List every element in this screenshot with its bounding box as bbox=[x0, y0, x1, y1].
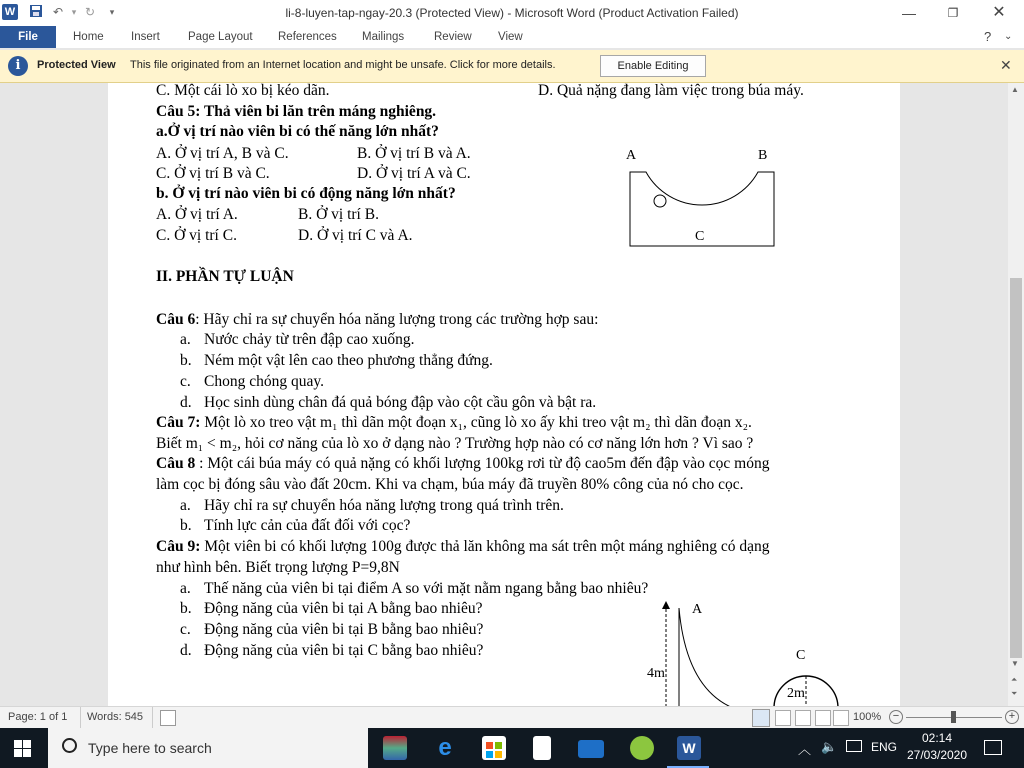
option-text: C. Một cái lò xo bị kéo dãn. bbox=[156, 83, 330, 99]
proofing-icon[interactable] bbox=[160, 710, 176, 726]
height-label: 2m bbox=[787, 686, 805, 701]
question-5a-title: a.Ở vị trí nào viên bi có thế năng lớn nhất? bbox=[156, 123, 439, 140]
undo-icon[interactable]: ↶ bbox=[52, 5, 64, 19]
page-count[interactable]: Page: 1 of 1 bbox=[8, 711, 68, 723]
ribbon-collapse-icon[interactable]: ⌄ bbox=[1004, 31, 1013, 42]
undo-dropdown-icon[interactable]: ▾ bbox=[71, 7, 77, 17]
redo-icon[interactable]: ↻ bbox=[84, 5, 96, 19]
list-item: Ném một vật lên cao theo phương thẳng đứng. bbox=[204, 352, 493, 369]
customize-toolbar-icon[interactable]: ▾ bbox=[109, 7, 115, 17]
restore-button[interactable]: ❐ bbox=[947, 6, 959, 20]
option-d: D. Ở vị trí A và C. bbox=[357, 165, 471, 182]
question-5b-title: b. Ở vị trí nào viên bi có động năng lớn nhất? bbox=[156, 185, 456, 202]
tab-file[interactable]: File bbox=[0, 26, 56, 48]
title-bar bbox=[0, 0, 1024, 26]
tab-view[interactable]: View bbox=[498, 31, 523, 43]
chevron-up-icon[interactable]: ︿ bbox=[798, 742, 812, 757]
list-marker: c. bbox=[180, 373, 191, 390]
mail-icon[interactable] bbox=[578, 740, 604, 758]
next-page-icon[interactable]: ⏷ bbox=[1011, 689, 1018, 698]
print-layout-icon[interactable] bbox=[752, 709, 770, 727]
full-screen-reading-icon[interactable] bbox=[775, 710, 791, 726]
window-title: li-8-luyen-tap-ngay-20.3 (Protected View) - Microsoft Word (Product Activation Failed) bbox=[285, 6, 739, 20]
figure-label-c: C bbox=[695, 229, 705, 244]
list-marker: a. bbox=[180, 497, 191, 514]
tab-mailings[interactable]: Mailings bbox=[362, 31, 405, 43]
vertical-scrollbar[interactable] bbox=[1008, 83, 1024, 706]
divider bbox=[152, 707, 153, 729]
list-marker: d. bbox=[180, 642, 192, 659]
figure-label-b: B bbox=[758, 148, 768, 163]
list-item: Tính lực cản của đất đối với cọc? bbox=[204, 517, 411, 534]
ramp-figure bbox=[638, 598, 848, 706]
question-8-line-2: làm cọc bị đóng sâu vào đất 20cm. Khi va chạm, búa máy đã truyền 80% công của nó cho cọc. bbox=[156, 476, 744, 493]
scroll-up-icon[interactable]: ▲ bbox=[1011, 85, 1019, 94]
question-9-line-2: như hình bên. Biết trọng lượng P=9,8N bbox=[156, 559, 400, 576]
list-item: Động năng của viên bi tại C bằng bao nhiêu? bbox=[204, 642, 484, 659]
zoom-slider-thumb[interactable] bbox=[951, 711, 956, 723]
protected-view-bar bbox=[0, 50, 1024, 83]
option-a: A. Ở vị trí A. bbox=[156, 206, 238, 223]
enable-editing-button[interactable]: Enable Editing bbox=[600, 55, 706, 77]
document-page[interactable] bbox=[108, 83, 900, 706]
info-icon: i bbox=[8, 56, 28, 76]
option-b: B. Ở vị trí B. bbox=[298, 206, 379, 223]
question-7-line-2: Biết m₁ < m₂, hỏi cơ năng của lò xo ở dạng nào ? Trường hợp nào có cơ năng lớn hơn ? Vì sao ? bbox=[156, 435, 754, 452]
network-icon[interactable] bbox=[846, 740, 862, 752]
list-marker: d. bbox=[180, 394, 192, 411]
windows-start-icon[interactable] bbox=[14, 740, 31, 762]
list-marker: b. bbox=[180, 600, 192, 617]
list-item: Nước chảy từ trên đập cao xuống. bbox=[204, 331, 415, 348]
clock-date[interactable]: 27/03/2020 bbox=[906, 748, 968, 762]
web-layout-icon[interactable] bbox=[795, 710, 811, 726]
minimize-button[interactable]: — bbox=[902, 5, 916, 21]
figure-label-a: A bbox=[692, 602, 703, 617]
store-icon[interactable] bbox=[482, 736, 506, 760]
divider bbox=[80, 707, 81, 729]
question-6: Câu 6: Hãy chỉ ra sự chuyển hóa năng lượng trong các trường hợp sau: bbox=[156, 311, 599, 328]
figure-label-a: A bbox=[626, 148, 637, 163]
protected-view-title: Protected View bbox=[37, 59, 116, 71]
file-icon[interactable] bbox=[533, 736, 551, 760]
word-count[interactable]: Words: 545 bbox=[87, 711, 144, 723]
list-item: Động năng của viên bi tại B bằng bao nhiêu? bbox=[204, 621, 484, 638]
speaker-icon[interactable]: 🔈 bbox=[821, 739, 838, 754]
list-marker: c. bbox=[180, 621, 191, 638]
word-taskbar-icon[interactable]: W bbox=[677, 736, 701, 760]
list-item: Thế năng của viên bi tại điểm A so với mặt nằm ngang bằng bao nhiêu? bbox=[204, 580, 649, 597]
list-item: Chong chóng quay. bbox=[204, 373, 324, 390]
trough-figure bbox=[618, 145, 798, 253]
ball bbox=[654, 195, 666, 207]
tab-review[interactable]: Review bbox=[434, 31, 472, 43]
search-placeholder: Type here to search bbox=[88, 740, 212, 756]
tab-page-layout[interactable]: Page Layout bbox=[188, 31, 253, 43]
option-b: B. Ở vị trí B và A. bbox=[357, 145, 471, 162]
option-c: C. Ở vị trí C. bbox=[156, 227, 237, 244]
list-marker: a. bbox=[180, 331, 191, 348]
taskbar-search[interactable] bbox=[48, 728, 368, 768]
close-button[interactable]: ✕ bbox=[992, 4, 1006, 21]
list-item: Học sinh dùng chân đá quả bóng đập vào cột cầu gôn và bật ra. bbox=[204, 394, 597, 411]
coccoc-icon[interactable] bbox=[630, 736, 654, 760]
clock-time[interactable]: 02:14 bbox=[921, 731, 953, 745]
edge-icon[interactable]: e bbox=[438, 734, 452, 761]
tab-references[interactable]: References bbox=[278, 31, 337, 43]
question-7: Câu 7: Một lò xo treo vật m₁ thì dãn một đoạn x₁, cũng lò xo ấy khi treo vật m₂ thì dãn đoạn x₂. bbox=[156, 414, 752, 431]
option-text: D. Quả nặng đang làm việc trong búa máy. bbox=[538, 83, 804, 99]
status-bar bbox=[0, 706, 1024, 729]
tab-insert[interactable]: Insert bbox=[131, 31, 160, 43]
list-item: Động năng của viên bi tại A bằng bao nhiêu? bbox=[204, 600, 483, 617]
zoom-in-icon[interactable]: + bbox=[1005, 710, 1019, 724]
winrar-icon[interactable] bbox=[383, 736, 407, 760]
zoom-out-icon[interactable]: − bbox=[889, 710, 903, 724]
option-a: A. Ở vị trí A, B và C. bbox=[156, 145, 289, 162]
previous-page-icon[interactable]: ⏶ bbox=[1011, 675, 1018, 684]
taskbar bbox=[0, 728, 1024, 768]
question-8: Câu 8 : Một cái búa máy có quả nặng có khối lượng 100kg rơi từ độ cao5m đến đập vào cọc móng bbox=[156, 455, 770, 472]
word-app-icon[interactable]: W bbox=[2, 4, 18, 20]
help-icon[interactable]: ? bbox=[984, 29, 992, 44]
outline-icon[interactable] bbox=[815, 710, 831, 726]
section-heading: II. PHẦN TỰ LUẬN bbox=[156, 268, 294, 285]
list-marker: a. bbox=[180, 580, 191, 597]
language-indicator[interactable]: ENG bbox=[871, 740, 898, 754]
list-item: Hãy chỉ ra sự chuyển hóa năng lượng trong quá trình trên. bbox=[204, 497, 564, 514]
question-9: Câu 9: Một viên bi có khối lượng 100g được thả lăn không ma sát trên một máng nghiêng có dạng bbox=[156, 538, 770, 555]
option-d: D. Ở vị trí C và A. bbox=[298, 227, 413, 244]
list-marker: b. bbox=[180, 517, 192, 534]
tab-home[interactable]: Home bbox=[73, 31, 104, 43]
search-icon bbox=[62, 738, 77, 753]
list-marker: b. bbox=[180, 352, 192, 369]
height-label: 4m bbox=[647, 666, 665, 681]
question-5-title: Câu 5: Thả viên bi lăn trên máng nghiêng. bbox=[156, 103, 437, 120]
scroll-down-icon[interactable]: ▼ bbox=[1011, 659, 1019, 668]
scroll-thumb[interactable] bbox=[1010, 278, 1022, 658]
draft-icon[interactable] bbox=[833, 710, 849, 726]
ribbon-tabs bbox=[0, 26, 1024, 48]
close-icon[interactable]: ✕ bbox=[1000, 57, 1012, 73]
notifications-icon[interactable] bbox=[984, 740, 1002, 755]
figure-label-c: C bbox=[796, 648, 806, 663]
option-c: C. Ở vị trí B và C. bbox=[156, 165, 270, 182]
zoom-level[interactable]: 100% bbox=[853, 711, 882, 723]
document-area bbox=[0, 83, 1008, 706]
protected-view-message[interactable]: This file originated from an Internet location and might be unsafe. Click for more details. bbox=[130, 59, 556, 71]
